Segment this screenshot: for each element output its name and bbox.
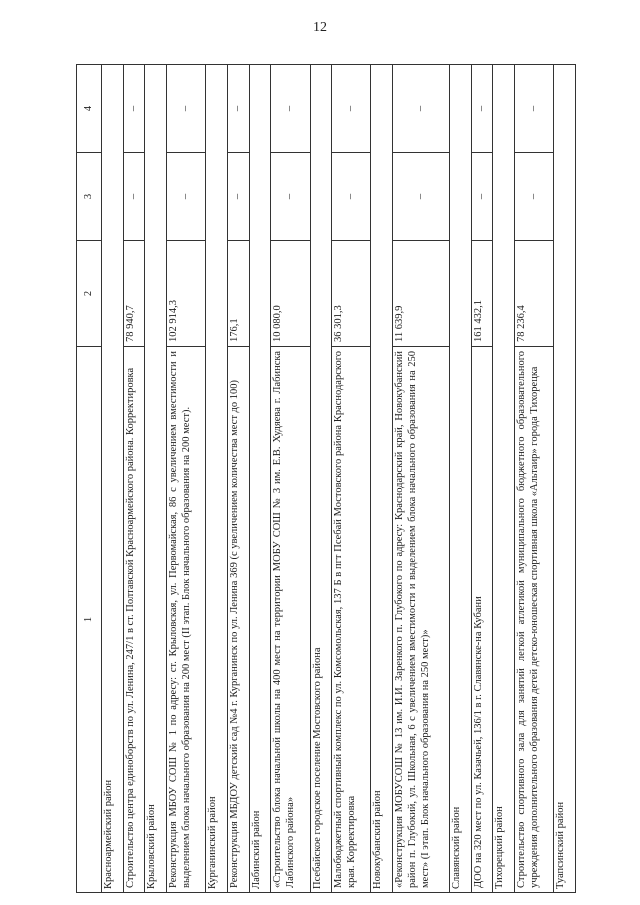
amount-cell: 161 432,1 <box>471 241 493 347</box>
district-row <box>493 65 515 893</box>
object-name-cell: Малобюджетный спортивный комплекс по ул. Комсомольская, 137 Б в пгт Псебай Мостовского района Краснодарского края. Корректировка <box>332 347 371 893</box>
amount-cell: 11 639,9 <box>393 241 450 347</box>
object-name-cell: Реконструкция МБОУ СОШ № 1 по адресу: ст. Крыловская, ул. Первомайская, 86 с увеличением вместимости и выделением блока начального образования на 200 мест (II этап. Блок начального образования на 200 мест). <box>167 347 206 893</box>
district-name: Новокубанский район <box>371 65 393 893</box>
header-col-1: 1 <box>77 347 102 893</box>
object-name-cell: Строительство центра единоборств по ул. Ленина, 247/1 в ст. Полтавской Красноармейского района. Корректировка <box>123 347 145 893</box>
district-name: Курганинский район <box>206 65 228 893</box>
col3-cell: – <box>271 153 310 241</box>
district-row <box>371 65 393 893</box>
col3-cell: – <box>393 153 450 241</box>
district-name: Крыловский район <box>145 65 167 893</box>
table-row <box>227 65 249 893</box>
col4-cell: – <box>271 65 310 153</box>
header-col-3: 3 <box>77 153 102 241</box>
header-col-2: 2 <box>77 241 102 347</box>
amount-cell: 78 940,7 <box>123 241 145 347</box>
col3-cell: – <box>332 153 371 241</box>
table-row <box>393 65 450 893</box>
object-name-cell: Реконструкция МБДОУ детский сад №4 г. Курганинск по ул. Ленина 369 (с увеличением количества мест до 100) <box>227 347 249 893</box>
amount-cell: 102 914,3 <box>167 241 206 347</box>
district-row <box>145 65 167 893</box>
district-row <box>310 65 332 893</box>
header-col-4: 4 <box>77 65 102 153</box>
district-name: Лабинский район <box>249 65 271 893</box>
district-name: Псебайское городское поселение Мостовского района <box>310 65 332 893</box>
district-name: Красноармейский район <box>102 65 124 893</box>
col3-cell: – <box>167 153 206 241</box>
col4-cell: – <box>227 65 249 153</box>
table-row <box>471 65 493 893</box>
col4-cell: – <box>471 65 493 153</box>
district-name: Тихорецкий район <box>493 65 515 893</box>
page-number: 12 <box>313 20 327 35</box>
table-row <box>514 65 553 893</box>
rotated-table-container <box>76 65 576 893</box>
district-row <box>554 65 576 893</box>
amount-cell: 78 236,4 <box>514 241 553 347</box>
col3-cell: – <box>123 153 145 241</box>
col3-cell: – <box>514 153 553 241</box>
table-row <box>167 65 206 893</box>
table-header-row <box>77 65 102 893</box>
district-row <box>449 65 471 893</box>
district-row <box>206 65 228 893</box>
col4-cell: – <box>393 65 450 153</box>
district-name: Туапсинский район <box>554 65 576 893</box>
district-row <box>102 65 124 893</box>
amount-cell: 176,1 <box>227 241 249 347</box>
col4-cell: – <box>514 65 553 153</box>
table-row <box>123 65 145 893</box>
col4-cell: – <box>167 65 206 153</box>
object-name-cell: Строительство спортивного зала для занятий легкой атлетикой муниципального бюджетного образовательного учреждения дополнительного образования детей детско-юношеская спортивная школа «Альтаир» города Тихорецка <box>514 347 553 893</box>
objects-table <box>76 64 576 893</box>
object-name-cell: «Реконструкция МОБУСОШ № 13 им. И.И. Заренкого п. Глубокого по адресу: Краснодарский край, Новокубанский район п. Глубокий, ул. Школьная, 6 с увеличением вместимости и выделением блока начального образования на 250 мест» (I этап. Блок начального образования на 250 мест)» <box>393 347 450 893</box>
district-row <box>249 65 271 893</box>
col3-cell: – <box>227 153 249 241</box>
col4-cell: – <box>123 65 145 153</box>
amount-cell: 36 301,3 <box>332 241 371 347</box>
table-row <box>271 65 310 893</box>
amount-cell: 10 080,0 <box>271 241 310 347</box>
object-name-cell: «Строительство блока начальной школы на 400 мест на территории МОБУ СОШ № 3 им. Е.В. Худяева г. Лабинска Лабинского района» <box>271 347 310 893</box>
object-name-cell: ДОО на 320 мест по ул. Казачьей, 136/1 в г. Славянске-на Кубани <box>471 347 493 893</box>
col4-cell: – <box>332 65 371 153</box>
col3-cell: – <box>471 153 493 241</box>
table-row <box>332 65 371 893</box>
district-name: Славянский район <box>449 65 471 893</box>
